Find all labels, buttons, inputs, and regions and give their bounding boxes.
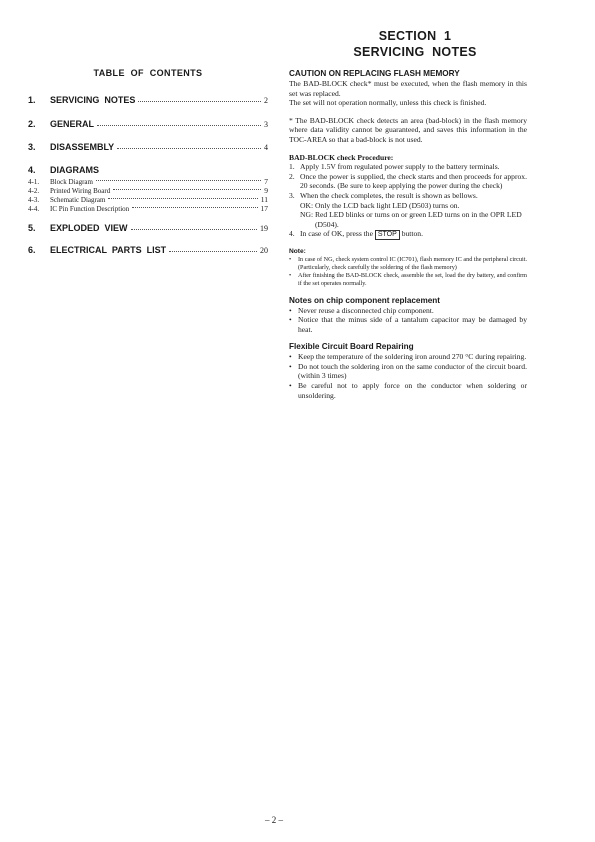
toc-subentry-number: 4-1. <box>28 178 40 186</box>
toc-subentry-number: 4-4. <box>28 205 40 213</box>
chip-list <box>289 306 527 335</box>
caution-paragraph: The BAD-BLOCK check* must be executed, when the flash memory in this set was replaced. <box>289 79 527 98</box>
procedure-steps <box>289 162 527 200</box>
toc-entry-label: GENERAL <box>50 119 95 129</box>
leader-dots <box>138 101 261 102</box>
stop-key-label: STOP <box>375 230 400 240</box>
result-ok: OK: Only the LCD back light LED (D503) turns on. <box>300 200 460 210</box>
toc-entry-number: 2. <box>28 119 36 129</box>
procedure-title: BAD-BLOCK check Procedure: <box>289 152 394 162</box>
toc-subentry-number: 4-3. <box>28 196 40 204</box>
toc-entry-page: 19 <box>260 224 268 233</box>
footnote-paragraph: * The BAD-BLOCK check detects an area (bad-block) in the flash memory where data validity cannot be guaranteed, and saves this information in the TOC-AREA so that a bad-block is not used. <box>289 115 527 144</box>
toc-entry[interactable] <box>28 245 268 257</box>
leader-dots <box>113 189 261 190</box>
section-number: SECTION 1 <box>378 29 452 43</box>
toc-title: TABLE OF CONTENTS <box>93 68 203 78</box>
toc-subentry-number: 4-2. <box>28 187 40 195</box>
toc-entry-page: 3 <box>264 120 268 129</box>
chip-item: • Notice that the minus side of a tantalum capacitor may be damaged by heat. <box>289 315 527 334</box>
toc-entry[interactable] <box>28 142 268 154</box>
toc-entry[interactable] <box>28 119 268 131</box>
leader-dots <box>132 207 257 208</box>
result-ng: NG: Red LED blinks or turns on or green LED turns on in the OPR LED (D504). <box>300 210 522 229</box>
chip-item: • Never reuse a disconnected chip component. <box>289 305 434 315</box>
caution-paragraph: The set will not operation normally, unless this check is finished. <box>289 98 487 108</box>
servicing-notes-body <box>289 69 527 400</box>
note-item: • After finishing the BAD-BLOCK check, assemble the set, load the dry battery, and confirm if the set operates normally. <box>289 271 527 287</box>
leader-dots <box>97 125 261 126</box>
flex-title: Flexible Circuit Board Repairing <box>289 342 414 352</box>
toc-entry[interactable] <box>28 165 268 177</box>
toc-entry-page: 4 <box>264 143 268 152</box>
toc-entry-label: ELECTRICAL PARTS LIST <box>50 245 167 255</box>
toc-subentry-label: Block Diagram <box>50 178 93 186</box>
procedure-step: 2. Once the power is supplied, the check starts and then proceeds for approx. 20 seconds. (Be sure to keep applying the power during the check) <box>289 171 527 191</box>
table-of-contents <box>28 68 268 257</box>
toc-entry-label: DIAGRAMS <box>50 165 99 175</box>
toc-entry-label: DISASSEMBLY <box>50 142 115 152</box>
toc-subentry[interactable] <box>28 195 268 204</box>
leader-dots <box>117 148 261 149</box>
leader-dots <box>96 180 261 181</box>
toc-subentry-page: 17 <box>260 204 268 213</box>
note-title: Note: <box>289 248 306 256</box>
section-name: SERVICING NOTES <box>353 45 477 59</box>
toc-entry-number: 1. <box>28 95 36 105</box>
procedure-step: 3. When the check completes, the result is shown as bellows. <box>289 190 478 200</box>
procedure-steps-cont <box>289 229 527 240</box>
toc-subentry-page: 7 <box>264 177 268 186</box>
flex-list <box>289 352 527 400</box>
toc-entry-page: 20 <box>260 246 268 255</box>
toc-subentry-label: Printed Wiring Board <box>50 187 111 195</box>
toc-subentry-label: IC Pin Function Description <box>50 205 130 213</box>
toc-subentry[interactable] <box>28 186 268 195</box>
toc-subentry[interactable] <box>28 177 268 186</box>
toc-entry-label: SERVICING NOTES <box>50 95 136 105</box>
flex-item: • Be careful not to apply force on the conductor when soldering or unsoldering. <box>289 381 527 400</box>
leader-dots <box>131 229 257 230</box>
toc-subentry-page: 11 <box>260 195 268 204</box>
flex-item: • Keep the temperature of the soldering iron around 270 °C during repairing. <box>289 352 527 362</box>
flex-item: • Do not touch the soldering iron on the same conductor of the circuit board. (within 3 times) <box>289 361 527 381</box>
note-list <box>289 256 527 287</box>
toc-entry-number: 4. <box>28 165 36 175</box>
toc-subentry[interactable] <box>28 204 268 213</box>
toc-subentry-page: 9 <box>264 186 268 195</box>
chip-title: Notes on chip component replacement <box>289 295 441 305</box>
toc-entry-page: 2 <box>264 96 268 105</box>
caution-title: CAUTION ON REPLACING FLASH MEMORY <box>289 69 460 78</box>
toc-entry-number: 3. <box>28 142 36 152</box>
section-heading <box>290 28 540 60</box>
procedure-step: 4. In case of OK, press the STOP button. <box>289 229 424 239</box>
toc-entry-number: 5. <box>28 223 36 233</box>
leader-dots <box>169 251 257 252</box>
page-number: – 2 – <box>265 815 283 825</box>
leader-dots <box>108 198 257 199</box>
note-item: • In case of NG, check system control IC (IC701), flash memory IC and the peripheral circuit. (Particularly, check carefully the soldering of the flash memory) <box>289 256 527 272</box>
toc-entry[interactable] <box>28 223 268 235</box>
toc-subentry-label: Schematic Diagram <box>50 196 106 204</box>
toc-entry-number: 6. <box>28 245 36 255</box>
procedure-step: 1. Apply 1.5V from regulated power supply to the battery terminals. <box>289 162 500 172</box>
toc-entry[interactable] <box>28 95 268 107</box>
toc-entry-label: EXPLODED VIEW <box>50 223 128 233</box>
